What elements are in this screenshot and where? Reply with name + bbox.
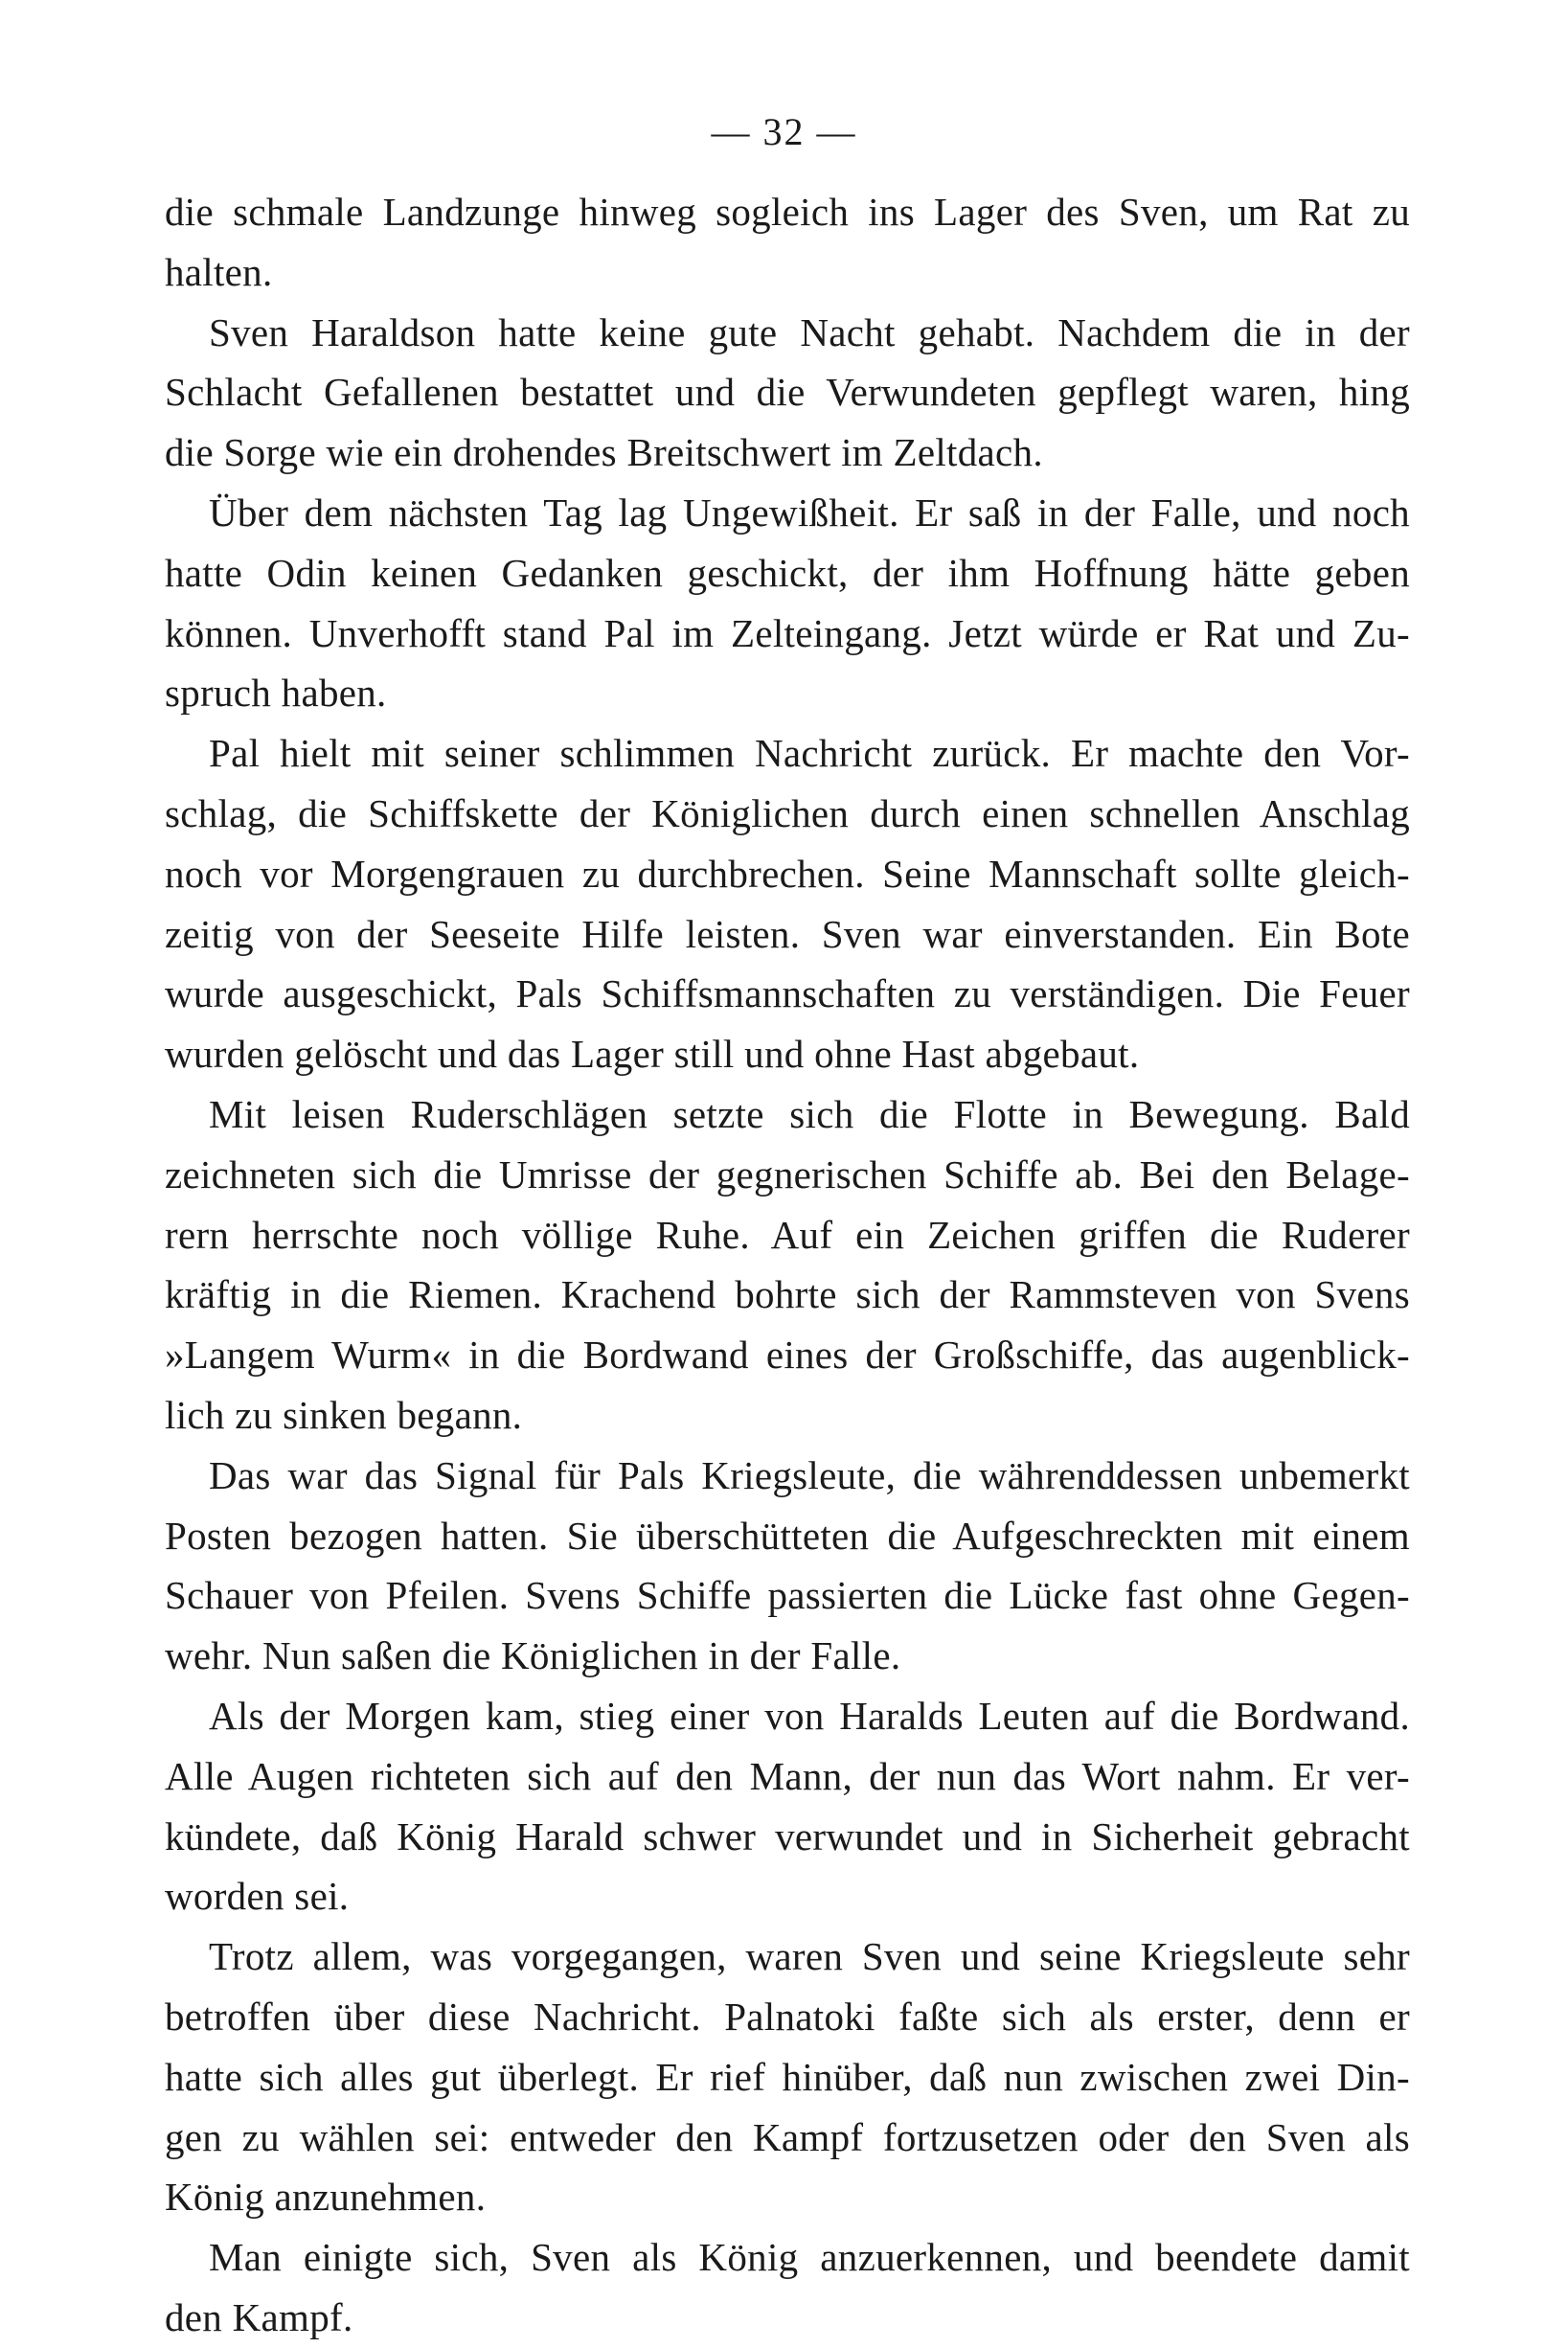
text-line: »Langem Wurm« in die Bordwand eines der Großschiffe, das augenblick- <box>165 1333 1410 1378</box>
text-line: kündete, daß König Harald schwer verwundet und in Sicherheit gebracht <box>165 1813 1410 1858</box>
text-line: hatte Odin keinen Gedanken geschickt, der ihm Hoffnung hätte geben <box>165 550 1410 595</box>
text-line: Schlacht Gefallenen bestattet und die Verwundeten gepflegt waren, hing <box>165 370 1410 415</box>
text-line: Das war das Signal für Pals Kriegsleute, die währenddessen unbemerkt <box>209 1452 1410 1497</box>
text-line: Sven Haraldson hatte keine gute Nacht gehabt. Nachdem die in der <box>209 309 1410 354</box>
text-line: Pal hielt mit seiner schlimmen Nachricht zurück. Er machte den Vor- <box>209 731 1410 776</box>
text-line: König anzunehmen. <box>165 2175 487 2220</box>
text-line: Posten bezogen hatten. Sie überschütteten die Aufgeschreckten mit einem <box>165 1513 1410 1558</box>
text-line: Mit leisen Ruderschlägen setzte sich die Flotte in Bewegung. Bald <box>209 1091 1410 1136</box>
text-line: Trotz allem, was vorgegangen, waren Sven und seine Kriegsleute sehr <box>209 1934 1410 1979</box>
text-line: noch vor Morgengrauen zu durchbrechen. Seine Mannschaft sollte gleich- <box>165 851 1410 896</box>
text-line: wurden gelöscht und das Lager still und ohne Hast abgebaut. <box>165 1032 1140 1077</box>
body-text <box>165 182 1410 2348</box>
text-line: die schmale Landzunge hinweg sogleich ins Lager des Sven, um Rat zu <box>165 190 1410 234</box>
text-line: die Sorge wie ein drohendes Breitschwert im Zeltdach. <box>165 430 1043 475</box>
text-line: spruch haben. <box>165 671 387 716</box>
text-line: betroffen über diese Nachricht. Palnatoki faßte sich als erster, denn er <box>165 1994 1410 2039</box>
text-line: wurde ausgeschickt, Pals Schiffsmannschaften zu verständigen. Die Feuer <box>165 971 1410 1016</box>
page-number: — 32 — <box>711 110 857 153</box>
text-line: zeichneten sich die Umrisse der gegnerischen Schiffe ab. Bei den Belage- <box>165 1151 1410 1197</box>
text-line: können. Unverhofft stand Pal im Zelteingang. Jetzt würde er Rat und Zu- <box>165 610 1410 655</box>
text-line: lich zu sinken begann. <box>165 1392 523 1437</box>
text-line: Alle Augen richteten sich auf den Mann, der nun das Wort nahm. Er ver- <box>165 1753 1410 1798</box>
text-line: wehr. Nun saßen die Königlichen in der Falle. <box>165 1633 901 1678</box>
text-line: hatte sich alles gut überlegt. Er rief hinüber, daß nun zwischen zwei Din- <box>165 2054 1410 2099</box>
text-line: Als der Morgen kam, stieg einer von Haralds Leuten auf die Bordwand. <box>209 1693 1410 1738</box>
text-line: kräftig in die Riemen. Krachend bohrte sich der Rammsteven von Svens <box>165 1272 1410 1317</box>
text-line: halten. <box>165 249 273 294</box>
text-line: zeitig von der Seeseite Hilfe leisten. Sven war einverstanden. Ein Bote <box>165 911 1410 956</box>
text-line: gen zu wählen sei: entweder den Kampf fortzusetzen oder den Sven als <box>165 2114 1410 2159</box>
text-line: den Kampf. <box>165 2294 353 2339</box>
text-line: Man einigte sich, Sven als König anzuerkennen, und beendete damit <box>209 2235 1410 2280</box>
text-line: Über dem nächsten Tag lag Ungewißheit. Er saß in der Falle, und noch <box>209 490 1410 535</box>
text-line: Schauer von Pfeilen. Svens Schiffe passierten die Lücke fast ohne Gegen- <box>165 1573 1410 1618</box>
text-line: rern herrschte noch völlige Ruhe. Auf ein Zeichen griffen die Ruderer <box>165 1212 1410 1257</box>
text-line: schlag, die Schiffskette der Königlichen durch einen schnellen Anschlag <box>165 790 1410 835</box>
text-line: worden sei. <box>165 1874 350 1919</box>
